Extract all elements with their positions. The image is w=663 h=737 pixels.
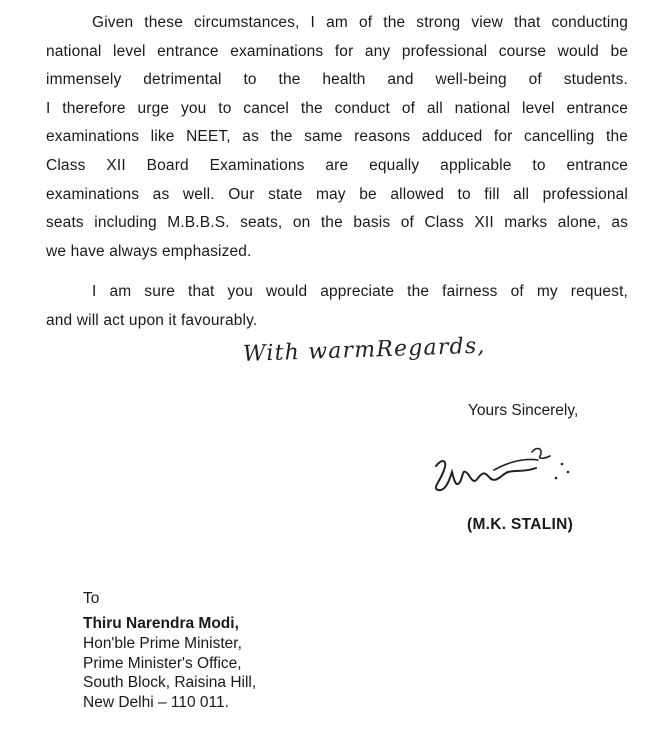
paragraph-line: I am sure that you would appreciate the fairness of my request,: [92, 283, 628, 300]
paragraph-line: and will act upon it favourably.: [46, 311, 258, 329]
signature-image: [428, 444, 578, 504]
paragraph-line: national level entrance examinations for any professional course would be: [46, 42, 628, 60]
paragraph-line: I therefore urge you to cancel the conduct of all national level entrance: [46, 99, 628, 117]
closing-salutation: Yours Sincerely,: [468, 402, 579, 419]
signer-name: (M.K. STALIN): [467, 516, 574, 533]
address-line: Prime Minister's Office,: [83, 654, 242, 672]
paragraph-line: seats including M.B.B.S. seats, on the basis of Class XII marks alone, as: [46, 214, 628, 232]
address-line: Hon'ble Prime Minister,: [83, 634, 242, 652]
recipient-address: [83, 614, 256, 713]
paragraph-line: we have always emphasized.: [46, 242, 252, 260]
paragraph-line: Given these circumstances, I am of the strong view that conducting: [92, 14, 628, 31]
paragraph-line: examinations as well. Our state may be allowed to fill all professional: [46, 185, 628, 203]
recipient-name: Thiru Narendra Modi,: [83, 615, 239, 632]
paragraph-line: examinations like NEET, as the same reasons adduced for cancelling the: [46, 128, 628, 146]
letter-paragraph-1: [46, 9, 628, 266]
address-line: New Delhi – 110 011.: [83, 694, 229, 712]
handwritten-regards: With warmRegards,: [242, 333, 486, 367]
address-line: South Block, Raisina Hill,: [83, 674, 257, 692]
to-label: To: [83, 590, 100, 607]
letter-paragraph-2: [46, 278, 628, 335]
paragraph-line: Class XII Board Examinations are equally applicable to entrance: [46, 156, 628, 174]
paragraph-line: immensely detrimental to the health and well-being of students.: [46, 71, 628, 89]
